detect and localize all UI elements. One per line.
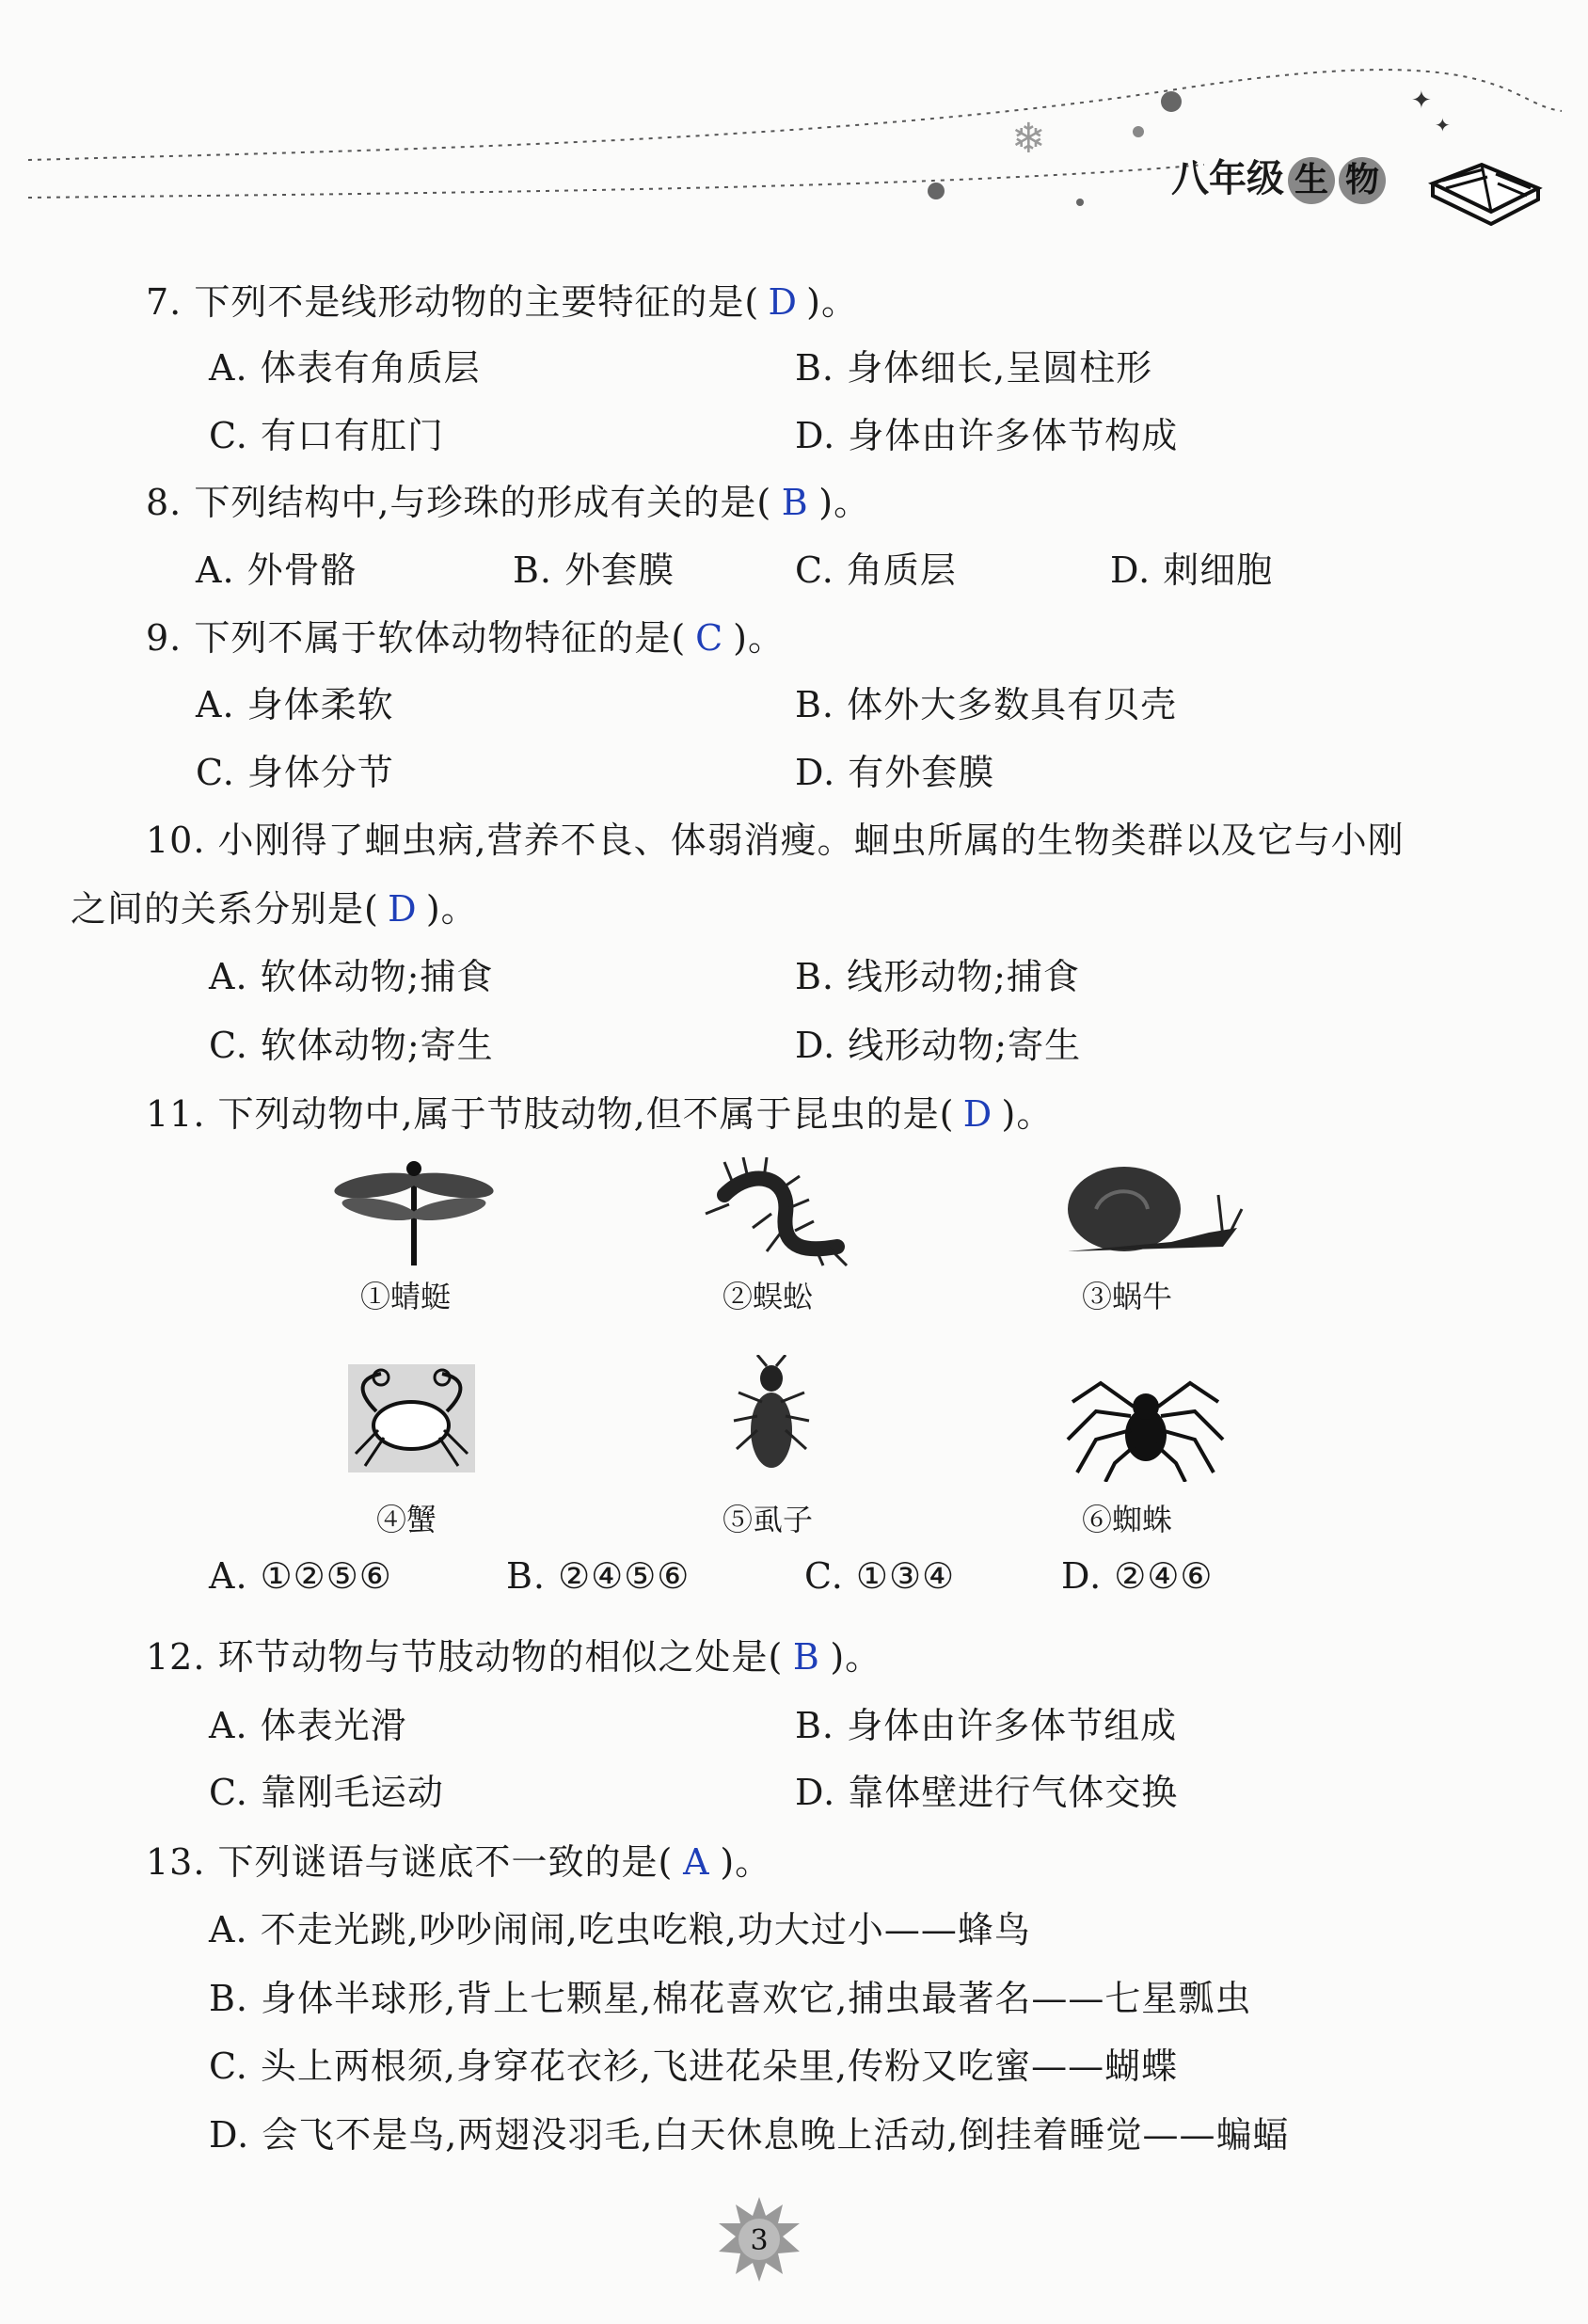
question-stem: 13. 下列谜语与谜底不一致的是( bbox=[146, 1841, 674, 1883]
centipede-image bbox=[696, 1157, 856, 1270]
image-caption-6: ⑥蜘蛛 bbox=[1082, 1502, 1173, 1537]
question-10-line2 bbox=[71, 880, 478, 931]
question-stem-end: )。 bbox=[1001, 1093, 1054, 1135]
question-8 bbox=[146, 473, 870, 525]
question-stem-end: )。 bbox=[425, 888, 478, 930]
option-7a: A. 体表有角质层 bbox=[209, 347, 481, 389]
option-13a: A. 不走光跳,吵吵闹闹,吃虫吃粮,功大过小——蜂鸟 bbox=[209, 1909, 1031, 1950]
question-stem: 12. 环节动物与节肢动物的相似之处是( bbox=[146, 1636, 784, 1678]
option-8b: B. 外套膜 bbox=[513, 549, 675, 591]
option-8c: C. 角质层 bbox=[795, 549, 957, 591]
option-8d: D. 刺细胞 bbox=[1110, 549, 1274, 591]
option-13d: D. 会飞不是鸟,两翅没羽毛,白天休息晚上活动,倒挂着睡觉——蝙蝠 bbox=[209, 2114, 1290, 2156]
svg-text:✦: ✦ bbox=[1411, 87, 1432, 115]
question-stem-end: )。 bbox=[720, 1841, 772, 1883]
question-stem: 8. 下列结构中,与珍珠的形成有关的是( bbox=[146, 482, 772, 523]
option-13c: C. 头上两根须,身穿花衣衫,飞进花朵里,传粉又吃蜜——蝴蝶 bbox=[209, 2045, 1179, 2087]
option-9c: C. 身体分节 bbox=[196, 752, 394, 793]
subject-badge-1: 生 bbox=[1288, 157, 1335, 204]
option-7c: C. 有口有肛门 bbox=[209, 415, 444, 456]
question-stem: 之间的关系分别是( bbox=[71, 888, 379, 930]
header-title bbox=[1171, 149, 1386, 204]
question-stem: 9. 下列不属于软体动物特征的是( bbox=[146, 617, 687, 659]
snail-image bbox=[1058, 1157, 1247, 1270]
louse-image bbox=[729, 1355, 814, 1477]
image-caption-4: ④蟹 bbox=[376, 1502, 437, 1537]
option-12d: D. 靠体壁进行气体交换 bbox=[795, 1772, 1179, 1813]
option-13b: B. 身体半球形,背上七颗星,棉花喜欢它,捕虫最著名——七星瓢虫 bbox=[209, 1978, 1252, 2019]
dragonfly-image bbox=[334, 1157, 494, 1270]
question-13 bbox=[146, 1833, 771, 1885]
option-12c: C. 靠刚毛运动 bbox=[209, 1772, 444, 1813]
question-stem-end: )。 bbox=[733, 617, 785, 659]
option-9d: D. 有外套膜 bbox=[795, 752, 995, 793]
image-caption-1: ①蜻蜓 bbox=[360, 1279, 452, 1314]
option-10a: A. 软体动物;捕食 bbox=[209, 956, 494, 997]
answer-text: B bbox=[781, 482, 809, 523]
option-9a: A. 身体柔软 bbox=[196, 684, 394, 725]
question-stem-end: )。 bbox=[806, 281, 858, 323]
option-11a: A. ①②⑤⑥ bbox=[209, 1555, 392, 1597]
question-12 bbox=[146, 1628, 881, 1679]
crab-image bbox=[348, 1364, 475, 1472]
answer-text: D bbox=[388, 888, 418, 930]
option-10b: B. 线形动物;捕食 bbox=[795, 956, 1080, 997]
option-7d: D. 身体由许多体节构成 bbox=[795, 415, 1179, 456]
answer-text: A bbox=[683, 1841, 710, 1883]
option-12b: B. 身体由许多体节组成 bbox=[795, 1705, 1178, 1746]
option-8a: A. 外骨骼 bbox=[196, 549, 357, 591]
option-12a: A. 体表光滑 bbox=[209, 1705, 407, 1746]
image-caption-3: ③蜗牛 bbox=[1082, 1279, 1173, 1314]
question-stem-end: )。 bbox=[830, 1636, 882, 1678]
option-9b: B. 体外大多数具有贝壳 bbox=[795, 684, 1178, 725]
svg-text:✦: ✦ bbox=[1435, 114, 1451, 136]
option-10c: C. 软体动物;寄生 bbox=[209, 1025, 494, 1066]
question-10-line1: 10. 小刚得了蛔虫病,营养不良、体弱消瘦。蛔虫所属的生物类群以及它与小刚 bbox=[146, 820, 1405, 861]
page-number: 3 bbox=[750, 2224, 769, 2257]
option-11d: D. ②④⑥ bbox=[1061, 1555, 1214, 1597]
question-stem-end: )。 bbox=[818, 482, 871, 523]
answer-text: C bbox=[695, 617, 724, 659]
question-9 bbox=[146, 609, 785, 661]
book-icon bbox=[1425, 132, 1548, 226]
svg-text:❄: ❄ bbox=[1011, 115, 1046, 163]
answer-text: D bbox=[962, 1093, 993, 1135]
spider-image bbox=[1063, 1364, 1228, 1482]
question-stem: 7. 下列不是线形动物的主要特征的是( bbox=[146, 281, 760, 323]
option-10d: D. 线形动物;寄生 bbox=[795, 1025, 1082, 1066]
grade-label: 八年级 bbox=[1171, 157, 1284, 200]
option-11b: B. ②④⑤⑥ bbox=[506, 1555, 691, 1597]
option-7b: B. 身体细长,呈圆柱形 bbox=[795, 347, 1153, 389]
image-caption-2: ②蜈蚣 bbox=[723, 1279, 814, 1314]
question-11 bbox=[146, 1085, 1053, 1137]
page-number-badge bbox=[717, 2197, 802, 2282]
question-stem: 11. 下列动物中,属于节肢动物,但不属于昆虫的是( bbox=[146, 1093, 955, 1135]
image-caption-5: ⑤虱子 bbox=[723, 1502, 814, 1537]
answer-text: B bbox=[792, 1636, 820, 1678]
answer-text: D bbox=[768, 281, 798, 323]
subject-badge-2: 物 bbox=[1339, 157, 1386, 204]
option-11c: C. ①③④ bbox=[804, 1555, 956, 1597]
question-7 bbox=[146, 273, 858, 325]
